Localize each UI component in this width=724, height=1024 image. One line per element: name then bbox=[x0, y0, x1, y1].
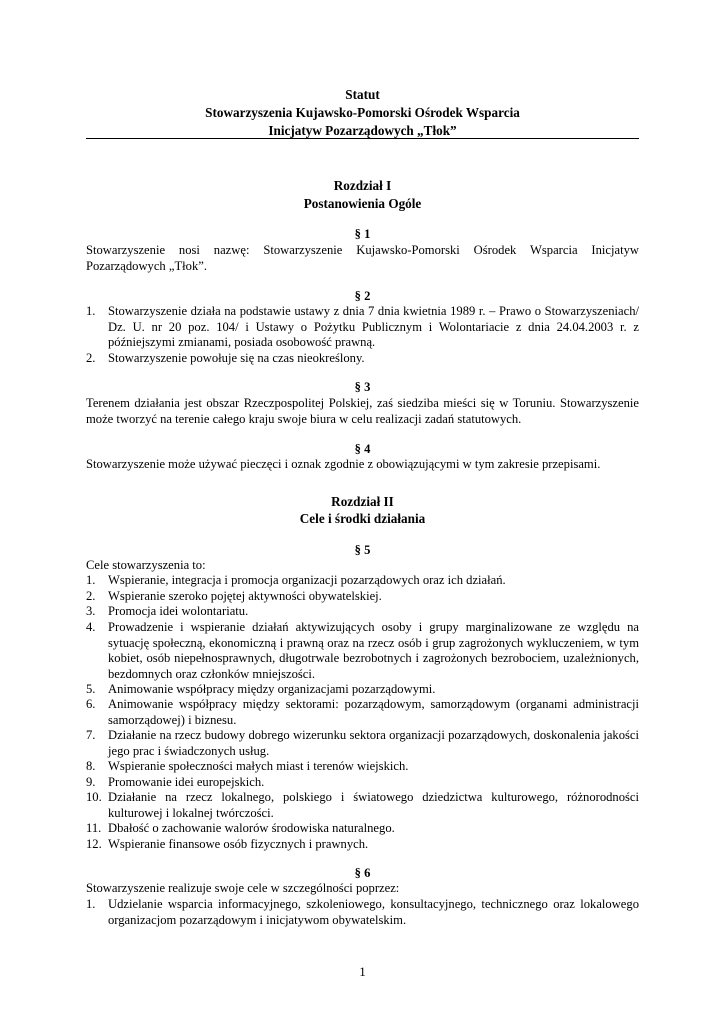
list-item-number: 4. bbox=[86, 620, 96, 634]
list-item-number: 11. bbox=[86, 821, 102, 835]
list-item bbox=[86, 821, 639, 837]
section-4-sign: § 4 bbox=[354, 442, 371, 456]
list-item bbox=[86, 620, 639, 682]
section-3-sign: § 3 bbox=[354, 380, 371, 394]
chapter-2-heading: Rozdział II bbox=[331, 494, 394, 509]
list-item-text: Animowanie współpracy między sektorami: pozarządowym, samorządowym (organami administracji samorządowej) i biznesu. bbox=[108, 697, 639, 727]
list-item-text: Wspieranie finansowe osób fizycznych i prawnych. bbox=[108, 837, 369, 851]
list-item-text: Stowarzyszenie działa na podstawie ustawy z dnia 7 dnia kwietnia 1989 r. – Prawo o Stowarzyszeniach/ Dz. U. nr 20 poz. 104/ i Ustawy o Pożytku Publicznym i Wolontariacie z dnia 24.04.2003 r. z późniejszymi zmianami, posiada osobowość prawną. bbox=[108, 304, 639, 350]
list-item-text: Udzielanie wsparcia informacyjnego, szkoleniowego, konsultacyjnego, technicznego oraz lokalowego organizacjom pozarządowym i inicjatywom obywatelskim. bbox=[108, 897, 639, 927]
list-item-text: Promocja idei wolontariatu. bbox=[108, 604, 249, 618]
list-item bbox=[86, 589, 639, 605]
list-item-number: 7. bbox=[86, 728, 96, 742]
document-title: Statut bbox=[345, 87, 380, 102]
section-1-text: Stowarzyszenie nosi nazwę: Stowarzyszenie Kujawsko-Pomorski Ośrodek Wsparcia Inicjatyw Pozarządowych „Tłok”. bbox=[86, 243, 639, 273]
list-item bbox=[86, 837, 639, 853]
section-6-intro: Stowarzyszenie realizuje swoje cele w szczególności poprzez: bbox=[86, 881, 400, 895]
list-item-number: 2. bbox=[86, 589, 96, 603]
list-item-text: Działanie na rzecz budowy dobrego wizerunku sektora organizacji pozarządowych, doskonalenia jakości jego prac i świadczonych usług. bbox=[108, 728, 639, 758]
list-item bbox=[86, 697, 639, 728]
section-3-text: Terenem działania jest obszar Rzeczpospolitej Polskiej, zaś siedziba mieści się w Toruniu. Stowarzyszenie może tworzyć na terenie całego kraju swoje biura w celu realizacji zadań statutowych. bbox=[86, 396, 639, 426]
list-item-number: 1. bbox=[86, 573, 96, 587]
list-item-number: 8. bbox=[86, 759, 96, 773]
list-item bbox=[86, 728, 639, 759]
list-item-number: 1. bbox=[86, 304, 96, 318]
section-4-text: Stowarzyszenie może używać pieczęci i oznak zgodnie z obowiązującymi w tym zakresie przepisami. bbox=[86, 457, 601, 471]
list-item-number: 1. bbox=[86, 897, 96, 911]
title-underline bbox=[86, 138, 639, 139]
list-item-text: Dbałość o zachowanie walorów środowiska naturalnego. bbox=[108, 821, 395, 835]
chapter-1-heading: Rozdział I bbox=[333, 178, 392, 193]
list-item-number: 12. bbox=[86, 837, 102, 851]
list-item-number: 6. bbox=[86, 697, 96, 711]
chapter-2-subheading: Cele i środki działania bbox=[299, 511, 426, 526]
list-item-number: 9. bbox=[86, 775, 96, 789]
section-1-sign: § 1 bbox=[354, 227, 371, 241]
list-item bbox=[86, 790, 639, 821]
list-item-text: Wspieranie, integracja i promocja organizacji pozarządowych oraz ich działań. bbox=[108, 573, 506, 587]
section-6-sign: § 6 bbox=[354, 866, 371, 880]
section-5-sign: § 5 bbox=[354, 543, 371, 557]
list-item bbox=[86, 573, 639, 589]
list-item-text: Stowarzyszenie powołuje się na czas nieokreślony. bbox=[108, 351, 365, 365]
list-item-text: Animowanie współpracy między organizacjami pozarządowymi. bbox=[108, 682, 436, 696]
list-item-number: 3. bbox=[86, 604, 96, 618]
page-number: 1 bbox=[359, 964, 366, 979]
document-title-line-2: Stowarzyszenia Kujawsko-Pomorski Ośrodek Wsparcia bbox=[205, 105, 520, 120]
list-item bbox=[86, 351, 639, 367]
list-item-number: 10. bbox=[86, 790, 102, 804]
list-item bbox=[86, 682, 639, 698]
list-item-text: Działanie na rzecz lokalnego, polskiego i światowego dziedzictwa kulturowego, różnorodności kulturowej i lokalnej twórczości. bbox=[108, 790, 639, 820]
list-item bbox=[86, 304, 639, 351]
list-item-number: 2. bbox=[86, 351, 96, 365]
chapter-1-subheading: Postanowienia Ogóle bbox=[303, 196, 422, 211]
list-item bbox=[86, 759, 639, 775]
list-item bbox=[86, 897, 639, 928]
document-title-line-3: Inicjatyw Pozarządowych „Tłok” bbox=[268, 123, 457, 138]
list-item-text: Promowanie idei europejskich. bbox=[108, 775, 265, 789]
section-2-sign: § 2 bbox=[354, 289, 371, 303]
list-item bbox=[86, 775, 639, 791]
list-item-text: Wspieranie szeroko pojętej aktywności obywatelskiej. bbox=[108, 589, 382, 603]
section-5-intro: Cele stowarzyszenia to: bbox=[86, 558, 206, 572]
list-item-text: Wspieranie społeczności małych miast i terenów wiejskich. bbox=[108, 759, 409, 773]
list-item bbox=[86, 604, 639, 620]
list-item-number: 5. bbox=[86, 682, 96, 696]
list-item-text: Prowadzenie i wspieranie działań aktywizujących osoby i grupy marginalizowane ze względu na sytuację społeczną, ekonomiczną i prawną oraz na rzecz osób i grup zagrożonych wykluczeniem, w tym kobiet, osób niepełnosprawnych, długotrwale bezrobotnych i zagrożonych bezrobociem, uzależnionych, bezdomnych oraz członków mniejszości. bbox=[108, 620, 639, 681]
